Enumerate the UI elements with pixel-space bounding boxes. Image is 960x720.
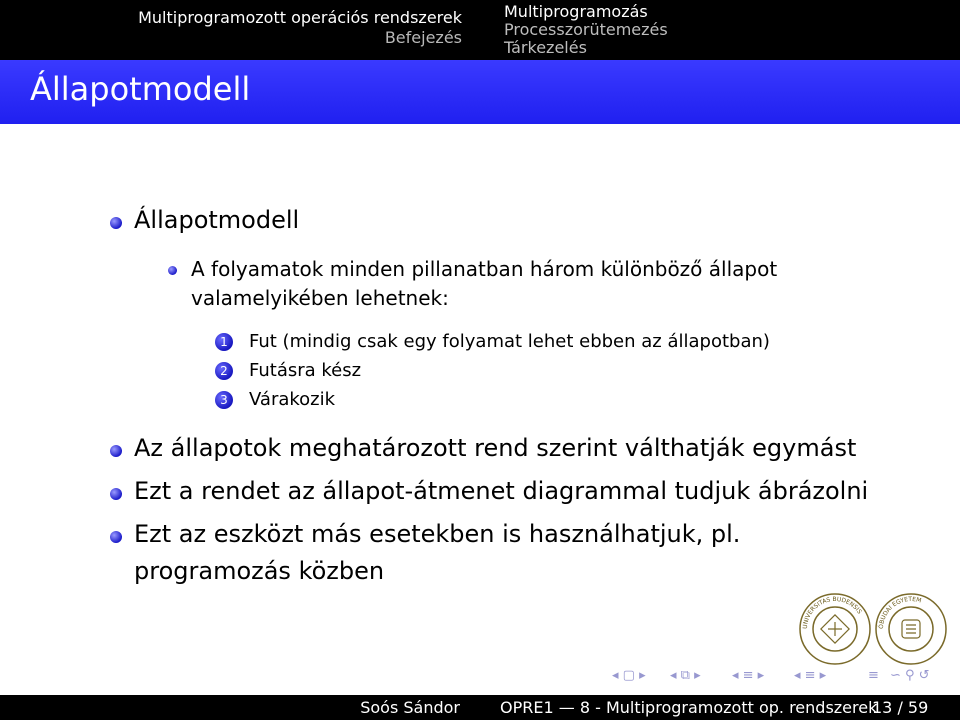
nav-frame-prev-icon[interactable]: ◂ ▢ ▸ [612,668,646,683]
headline-bar [0,0,960,60]
enum-item-futasra-kesz: Futásra kész [249,360,362,381]
footline-bar [0,695,960,720]
item-allapot-atmenet: Ezt a rendet az állapot-átmenet diagrammal tudjuk ábrázolni [134,477,869,505]
nav-tarkezeles[interactable]: Tárkezelés [504,38,587,57]
seal-logo-icon [798,592,948,666]
item-allapotmodell: Állapotmodell [134,206,300,234]
beamer-navigation [612,668,952,684]
sub-bullet-icon [168,266,177,275]
seal-left-text: UNIVERSITAS BUDENSIS [801,595,863,630]
frame-title: Állapotmodell [30,70,251,108]
bullet-icon [110,445,122,457]
footer-author: Soós Sándor [360,698,460,717]
enum-number-1: 1 [215,333,233,351]
nav-zoom-icon[interactable]: ∽ ⚲ ↺ [890,668,930,683]
enum-item-fut: Fut (mindig csak egy folyamat lehet ebben az állapotban) [249,331,770,352]
headline-section-area [0,0,480,60]
item-eszkoz-line2: programozás közben [134,557,385,585]
headline-subsection[interactable]: Befejezés [384,28,462,47]
bullet-icon [110,531,122,543]
sub-item-line2: valamelyikében lehetnek: [191,286,449,310]
footer-page-number: 13 / 59 [872,698,929,717]
nav-section-icon[interactable]: ◂ ≡ ▸ [732,668,765,683]
bullet-icon [110,488,122,500]
footline-author-area [0,695,472,720]
enum-number-3: 3 [215,391,233,409]
footline-title-area [482,695,960,720]
seal-right-text: ÓBUDAI EGYETEM [877,595,923,630]
nav-part-icon[interactable]: ◂ ≡ ▸ [794,668,827,683]
university-seals-logo [798,592,948,670]
item-allapotok-valtas: Az állapotok meghatározott rend szerint válthatják egymást [134,434,857,462]
nav-processzorutemezes[interactable]: Processzorütemezés [504,20,668,39]
enum-item-varakozik: Várakozik [249,389,336,410]
nav-search-icon[interactable]: ≡ [868,668,879,683]
nav-multiprogramozas[interactable]: Multiprogramozás [504,2,648,21]
sub-item-line1: A folyamatok minden pillanatban három különböző állapot [191,257,778,281]
nav-subsection-icon[interactable]: ◂ ⧉ ▸ [670,668,701,683]
footer-title: OPRE1 — 8 - Multiprogramozott op. rendszerek [500,698,878,717]
bullet-icon [110,217,122,229]
headline-nav [482,0,960,60]
enum-number-2: 2 [215,362,233,380]
headline-section[interactable]: Multiprogramozott operációs rendszerek [138,8,462,27]
item-eszkoz-line1: Ezt az eszközt más esetekben is használhatjuk, pl. [134,520,741,548]
